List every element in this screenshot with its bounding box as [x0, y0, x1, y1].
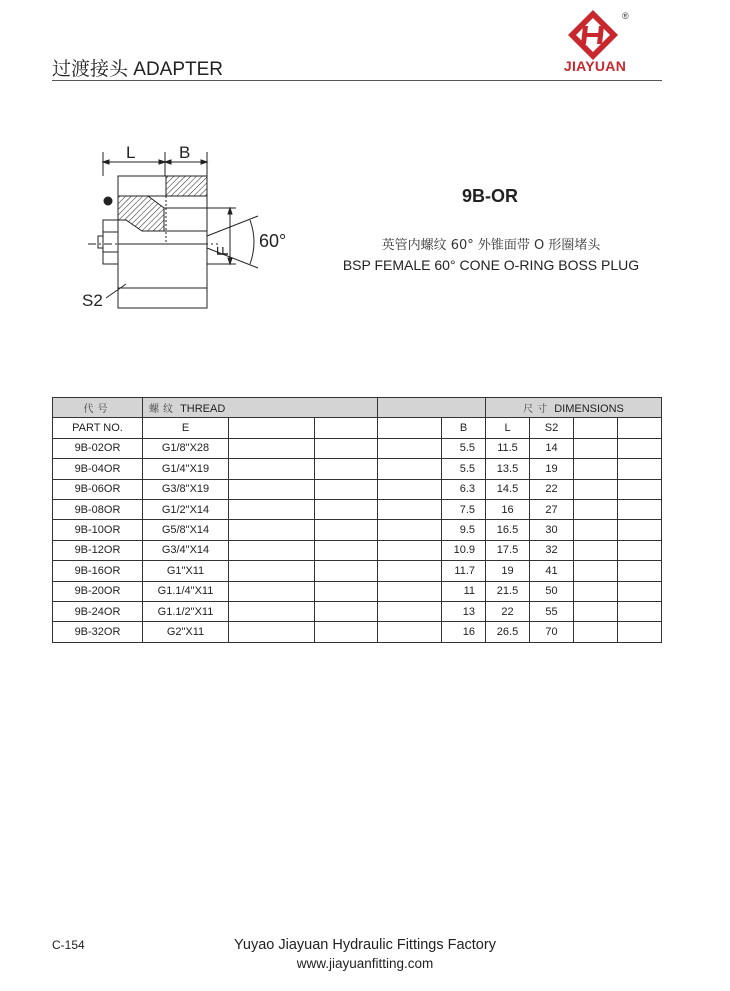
empty-cell — [378, 601, 442, 621]
part-no-cell: 9B-16OR — [53, 561, 143, 581]
header-b: B — [442, 418, 486, 438]
dim-b-cell: 5.5 — [442, 459, 486, 479]
table-header-row — [53, 398, 662, 418]
empty-cell — [229, 561, 315, 581]
table-row — [53, 479, 662, 499]
dim-l-cell: 17.5 — [486, 540, 530, 560]
dim-s2-cell: 22 — [530, 479, 574, 499]
thread-cell: G1.1/4"X11 — [143, 581, 229, 601]
dim-b-cell: 10.9 — [442, 540, 486, 560]
dimension-label-s2: S2 — [82, 291, 103, 310]
dim-b-cell: 11.7 — [442, 561, 486, 581]
dim-s2-cell: 32 — [530, 540, 574, 560]
dimension-label-l: L — [126, 143, 136, 162]
dim-b-cell: 5.5 — [442, 438, 486, 458]
empty-cell — [229, 581, 315, 601]
empty-cell — [315, 520, 378, 540]
table-row — [53, 520, 662, 540]
empty-cell — [315, 581, 378, 601]
empty-cell — [574, 622, 618, 642]
empty-cell — [378, 581, 442, 601]
thread-cell: G1/4"X19 — [143, 459, 229, 479]
dim-l-cell: 19 — [486, 561, 530, 581]
empty-cell — [574, 479, 618, 499]
dim-l-cell: 26.5 — [486, 622, 530, 642]
empty-cell — [315, 540, 378, 560]
empty-cell — [315, 561, 378, 581]
empty-cell — [618, 520, 662, 540]
dim-b-cell: 9.5 — [442, 520, 486, 540]
dim-s2-cell: 41 — [530, 561, 574, 581]
empty-cell — [574, 520, 618, 540]
empty-cell — [574, 540, 618, 560]
part-no-cell: 9B-10OR — [53, 520, 143, 540]
page-number: C-154 — [52, 938, 85, 952]
thread-cell: G3/4"X14 — [143, 540, 229, 560]
empty-cell — [618, 622, 662, 642]
thread-cell: G3/8"X19 — [143, 479, 229, 499]
fitting-drawing — [78, 136, 308, 316]
table-row — [53, 459, 662, 479]
empty-cell — [229, 622, 315, 642]
empty-cell — [618, 601, 662, 621]
empty-cell — [229, 601, 315, 621]
empty-cell — [618, 540, 662, 560]
table-row — [53, 601, 662, 621]
empty-cell — [378, 622, 442, 642]
empty-cell — [229, 479, 315, 499]
dim-s2-cell: 19 — [530, 459, 574, 479]
header-divider — [52, 80, 662, 81]
thread-cell: G2"X11 — [143, 622, 229, 642]
product-code: 9B-OR — [461, 186, 518, 206]
empty-cell — [229, 459, 315, 479]
part-no-cell: 9B-32OR — [53, 622, 143, 642]
header-part-no: PART NO. — [53, 418, 143, 438]
empty-cell — [574, 581, 618, 601]
part-no-cell: 9B-02OR — [53, 438, 143, 458]
empty-cell — [618, 581, 662, 601]
empty-cell — [378, 499, 442, 519]
brand-name: JIAYUAN — [563, 58, 627, 74]
empty-cell — [315, 601, 378, 621]
thread-cell: G1.1/2"X11 — [143, 601, 229, 621]
angle-label: 60° — [259, 231, 287, 251]
table-body — [53, 438, 662, 642]
part-no-cell: 9B-20OR — [53, 581, 143, 601]
header-l: L — [486, 418, 530, 438]
empty-cell — [315, 479, 378, 499]
empty-cell — [315, 459, 378, 479]
empty-cell — [378, 540, 442, 560]
dim-s2-cell: 70 — [530, 622, 574, 642]
product-description-en: BSP FEMALE 60° CONE O-RING BOSS PLUG — [342, 257, 640, 273]
header-thread: 螺纹 THREAD — [143, 398, 378, 418]
empty-cell — [378, 459, 442, 479]
dim-s2-cell: 30 — [530, 520, 574, 540]
dim-l-cell: 13.5 — [486, 459, 530, 479]
empty-cell — [618, 499, 662, 519]
thread-cell: G1"X11 — [143, 561, 229, 581]
dimension-label-f: F — [215, 246, 232, 256]
header-e: E — [143, 418, 229, 438]
part-no-cell: 9B-12OR — [53, 540, 143, 560]
dim-b-cell: 11 — [442, 581, 486, 601]
thread-cell: G1/2"X14 — [143, 499, 229, 519]
registered-mark: ® — [622, 11, 629, 21]
table-row — [53, 540, 662, 560]
empty-cell — [618, 479, 662, 499]
empty-cell — [574, 499, 618, 519]
empty-cell — [315, 438, 378, 458]
dim-l-cell: 21.5 — [486, 581, 530, 601]
empty-cell — [574, 438, 618, 458]
empty-cell — [378, 561, 442, 581]
part-no-cell: 9B-24OR — [53, 601, 143, 621]
spec-table — [52, 397, 662, 643]
empty-cell — [315, 499, 378, 519]
dim-l-cell: 22 — [486, 601, 530, 621]
dim-b-cell: 6.3 — [442, 479, 486, 499]
table-row — [53, 561, 662, 581]
dim-s2-cell: 14 — [530, 438, 574, 458]
dim-l-cell: 14.5 — [486, 479, 530, 499]
thread-cell: G5/8"X14 — [143, 520, 229, 540]
table-row — [53, 438, 662, 458]
empty-cell — [229, 499, 315, 519]
dim-s2-cell: 27 — [530, 499, 574, 519]
dim-l-cell: 16.5 — [486, 520, 530, 540]
part-no-cell: 9B-06OR — [53, 479, 143, 499]
header-blank — [378, 398, 486, 418]
empty-cell — [378, 520, 442, 540]
company-name: Yuyao Jiayuan Hydraulic Fittings Factory — [234, 937, 496, 953]
empty-cell — [574, 459, 618, 479]
table-row — [53, 499, 662, 519]
empty-cell — [378, 438, 442, 458]
empty-cell — [574, 561, 618, 581]
empty-cell — [229, 438, 315, 458]
empty-cell — [618, 459, 662, 479]
empty-cell — [618, 438, 662, 458]
empty-cell — [574, 601, 618, 621]
page-title: 过渡接头 ADAPTER — [52, 59, 224, 80]
empty-cell — [315, 622, 378, 642]
product-description-cn: 英管内螺纹 60° 外锥面带 O 形圈堵头 — [381, 238, 601, 253]
empty-cell — [378, 479, 442, 499]
empty-cell — [229, 520, 315, 540]
dim-b-cell: 16 — [442, 622, 486, 642]
dim-s2-cell: 50 — [530, 581, 574, 601]
company-url: www.jiayuanfitting.com — [296, 956, 434, 971]
empty-cell — [229, 540, 315, 560]
header-code-cn: 代号 — [53, 398, 143, 418]
thread-cell: G1/8"X28 — [143, 438, 229, 458]
dim-s2-cell: 55 — [530, 601, 574, 621]
dimension-label-b: B — [179, 143, 191, 162]
dim-b-cell: 13 — [442, 601, 486, 621]
header-s2: S2 — [530, 418, 574, 438]
header-dimensions: 尺寸 DIMENSIONS — [486, 398, 662, 418]
part-no-cell: 9B-08OR — [53, 499, 143, 519]
table-row — [53, 622, 662, 642]
table-row — [53, 581, 662, 601]
part-no-cell: 9B-04OR — [53, 459, 143, 479]
empty-cell — [618, 561, 662, 581]
dim-l-cell: 16 — [486, 499, 530, 519]
dim-b-cell: 7.5 — [442, 499, 486, 519]
table-subheader-row — [53, 418, 662, 438]
dim-l-cell: 11.5 — [486, 438, 530, 458]
